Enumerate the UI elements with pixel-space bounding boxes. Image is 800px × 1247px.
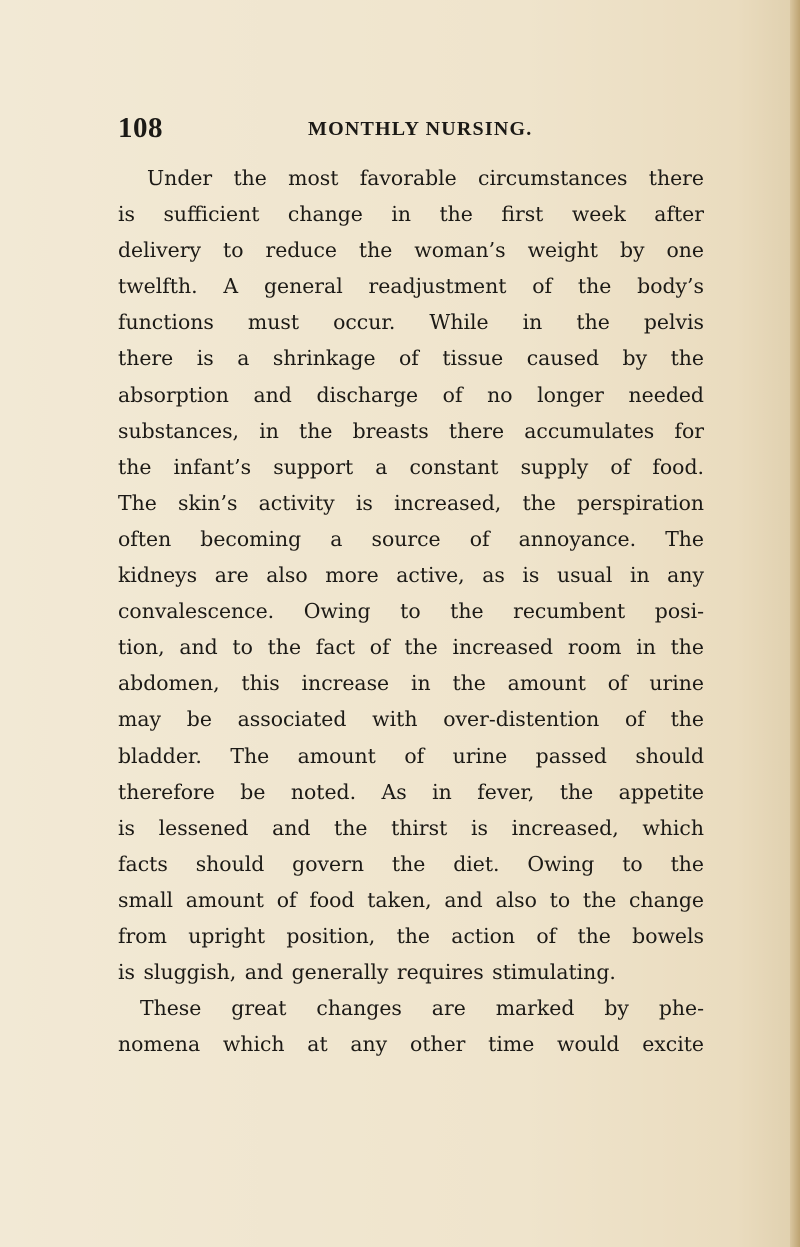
text-line: functions must occur. While in the pelvis xyxy=(118,310,704,335)
text-line: therefore be noted. As in fever, the appetite xyxy=(118,779,704,804)
text-line: abdomen, this increase in the amount of urine xyxy=(118,671,704,696)
text-line: The skin’s activity is increased, the perspiration xyxy=(118,490,704,515)
text-line: These great changes are marked by phe- xyxy=(140,996,704,1021)
text-line: substances, in the breasts there accumulates for xyxy=(118,418,704,443)
text-line: nomena which at any other time would excite xyxy=(118,1032,704,1057)
text-line: the infant’s support a constant supply of food. xyxy=(118,454,704,479)
text-line: often becoming a source of annoyance. The xyxy=(118,526,704,551)
body-text xyxy=(118,160,704,1062)
text-line: is sufficient change in the first week after xyxy=(118,202,704,227)
text-line: is sluggish, and generally requires stimulating. xyxy=(118,960,616,985)
text-line: small amount of food taken, and also to the change xyxy=(118,887,704,912)
text-line: Under the most favorable circumstances there xyxy=(147,166,704,190)
text-line: bladder. The amount of urine passed should xyxy=(118,743,704,768)
text-line: absorption and discharge of no longer needed xyxy=(118,382,704,407)
text-line: may be associated with over-distention of the xyxy=(118,707,704,732)
text-line: tion, and to the fact of the increased room in the xyxy=(118,635,704,660)
text-line: is lessened and the thirst is increased, which xyxy=(118,815,704,840)
page-number: 108 xyxy=(118,112,163,144)
text-line: twelfth. A general readjustment of the body’s xyxy=(118,274,704,299)
text-line: convalescence. Owing to the recumbent posi- xyxy=(118,599,704,624)
running-head: MONTHLY NURSING. xyxy=(308,118,533,140)
text-line: facts should govern the diet. Owing to the xyxy=(118,851,704,876)
page-header xyxy=(118,108,708,148)
page-edge-shadow xyxy=(790,0,800,1247)
text-line: kidneys are also more active, as is usual in any xyxy=(118,563,704,588)
text-line: there is a shrinkage of tissue caused by the xyxy=(118,346,704,371)
text-line: from upright position, the action of the bowels xyxy=(118,923,704,948)
text-line: delivery to reduce the woman’s weight by one xyxy=(118,238,704,263)
